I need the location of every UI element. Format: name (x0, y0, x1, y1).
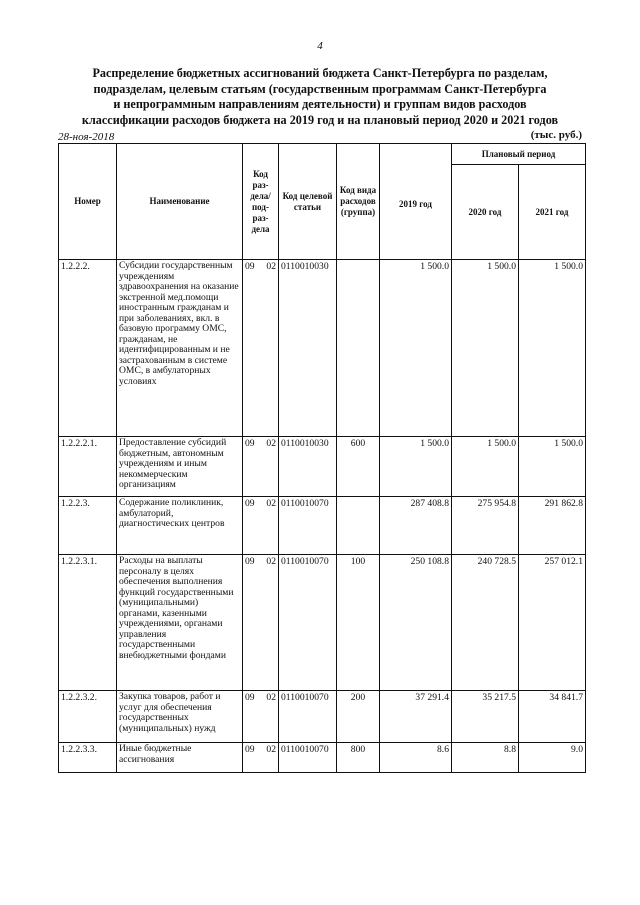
row-2020: 275 954.8 (452, 497, 519, 555)
row-expense-type: 200 (337, 691, 380, 743)
table-row (59, 691, 586, 743)
row-number: 1.2.2.3.1. (59, 555, 117, 691)
table-row (59, 743, 586, 773)
row-2021: 291 862.8 (519, 497, 586, 555)
row-2019: 8.6 (380, 743, 452, 773)
row-subsection: 02 (266, 261, 276, 272)
row-section: 09 (245, 692, 255, 703)
row-section: 09 (245, 744, 255, 755)
row-2021: 1 500.0 (519, 260, 586, 437)
row-subsection: 02 (266, 556, 276, 567)
table-row (59, 497, 586, 555)
page-number: 4 (317, 40, 323, 52)
header-number: Номер (59, 144, 117, 260)
row-name: Субсидии государственным учреждениям здравоохранения на оказание экстренной мед.помощи иностранным гражданам и при заболеваниях, вкл. в базовую программу ОМС, гражданам, не идентифицированным и не застрахованным в системе ОМС, в амбулаторных условиях (117, 260, 243, 437)
row-number: 1.2.2.3.2. (59, 691, 117, 743)
row-section: 09 (245, 498, 255, 509)
row-2020: 8.8 (452, 743, 519, 773)
row-number: 1.2.2.3. (59, 497, 117, 555)
table-row (59, 555, 586, 691)
row-subsection: 02 (266, 438, 276, 449)
row-expense-type (337, 497, 380, 555)
header-plan-period: Плановый период (452, 144, 586, 165)
row-section: 09 (245, 556, 255, 567)
row-target: 0110010030 (279, 437, 337, 497)
header-section: Код раз- дела/ под- раз- дела (243, 144, 279, 260)
row-subsection: 02 (266, 692, 276, 703)
header-2019: 2019 год (380, 144, 452, 260)
table-row (59, 260, 586, 437)
row-name: Предоставление субсидий бюджетным, автономным учреждениям и иным некоммерческим организациям (117, 437, 243, 497)
row-name: Расходы на выплаты персоналу в целях обеспечения выполнения функций государственными (муниципальными) органами, казенными учреждениями, органами управления государственными внебюджетными фондами (117, 555, 243, 691)
row-section: 09 (245, 261, 255, 272)
row-name: Содержание поликлиник, амбулаторий, диагностических центров (117, 497, 243, 555)
row-subsection: 02 (266, 498, 276, 509)
document-date: 28-ноя-2018 (58, 131, 115, 143)
table-row (59, 437, 586, 497)
row-2020: 240 728.5 (452, 555, 519, 691)
row-2020: 1 500.0 (452, 260, 519, 437)
row-name: Закупка товаров, работ и услуг для обеспечения государственных (муниципальных) нужд (117, 691, 243, 743)
row-target: 0110010070 (279, 691, 337, 743)
units-label: (тыс. руб.) (530, 129, 582, 141)
row-2019: 37 291.4 (380, 691, 452, 743)
row-number: 1.2.2.2.1. (59, 437, 117, 497)
row-2020: 1 500.0 (452, 437, 519, 497)
row-expense-type: 600 (337, 437, 380, 497)
row-target: 0110010030 (279, 260, 337, 437)
header-2021: 2021 год (519, 165, 586, 260)
row-target: 0110010070 (279, 743, 337, 773)
row-target: 0110010070 (279, 497, 337, 555)
row-expense-type: 800 (337, 743, 380, 773)
row-2019: 287 408.8 (380, 497, 452, 555)
header-expense-type: Код вида расходов (группа) (337, 144, 380, 260)
row-2019: 250 108.8 (380, 555, 452, 691)
budget-table (58, 143, 586, 773)
row-number: 1.2.2.3.3. (59, 743, 117, 773)
row-2019: 1 500.0 (380, 437, 452, 497)
row-2021: 1 500.0 (519, 437, 586, 497)
row-number: 1.2.2.2. (59, 260, 117, 437)
row-section: 09 (245, 438, 255, 449)
row-2021: 257 012.1 (519, 555, 586, 691)
row-2021: 9.0 (519, 743, 586, 773)
header-target: Код целевой статьи (279, 144, 337, 260)
row-subsection: 02 (266, 744, 276, 755)
title-line: Распределение бюджетных ассигнований бюджета Санкт-Петербурга по разделам, (92, 66, 548, 80)
row-2019: 1 500.0 (380, 260, 452, 437)
row-name: Иные бюджетные ассигнования (117, 743, 243, 773)
header-2020: 2020 год (452, 165, 519, 260)
row-2021: 34 841.7 (519, 691, 586, 743)
row-target: 0110010070 (279, 555, 337, 691)
title-line: классификации расходов бюджета на 2019 год и на плановый период 2020 и 2021 годов (81, 112, 559, 127)
header-name: Наименование (117, 144, 243, 260)
title-line: и непрограммным направлениям деятельности) и группам видов расходов (113, 97, 527, 111)
row-2020: 35 217.5 (452, 691, 519, 743)
row-expense-type (337, 260, 380, 437)
document-title (60, 66, 580, 128)
title-line: подразделам, целевым статьям (государственным программам Санкт-Петербурга (93, 81, 547, 96)
row-expense-type: 100 (337, 555, 380, 691)
